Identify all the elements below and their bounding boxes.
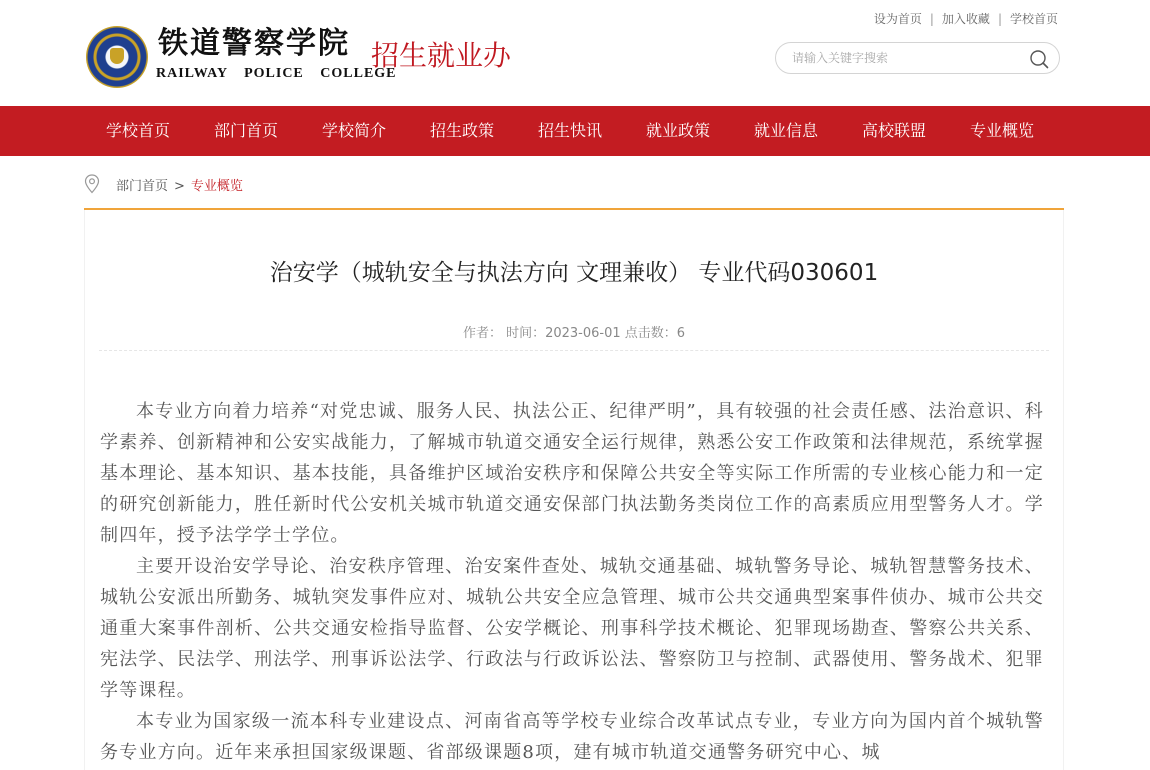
article-meta: 作者： 时间：2023-06-01 点击数：6 — [462, 326, 686, 341]
nav-item-employment-policy[interactable]: 就业政策 — [645, 121, 710, 140]
site-header — [0, 0, 1150, 106]
main-nav — [0, 106, 1150, 156]
nav-item-admission-news[interactable]: 招生快讯 — [537, 121, 602, 140]
breadcrumb-dept-home[interactable]: 部门首页 — [116, 179, 169, 194]
article-panel — [84, 210, 1064, 770]
article-title: 治安学（城轨安全与执法方向 文理兼收） 专业代码030601 — [269, 260, 879, 286]
nav-item-employment-info[interactable]: 就业信息 — [753, 121, 818, 140]
search-box — [775, 42, 1060, 74]
search-icon[interactable] — [1029, 49, 1049, 69]
article-paragraph: 主要开设治安学导论、治安秩序管理、治安案件查处、城轨交通基础、城轨警务导论、城轨智慧警务技术、城轨公安派出所勤务、城轨突发事件应对、城轨公共安全应急管理、城市公共交通典型案事件侦办、城市公共交通重大案事件剖析、公共交通安检指导监督、公安学概论、刑事科学技术概论、犯罪现场勘查、警察公共关系、宪法学、民法学、刑法学、刑事诉讼法学、行政法与行政诉讼法、警察防卫与控制、武器使用、警务战术、犯罪学等课程。 — [100, 556, 1044, 701]
location-pin-icon — [84, 174, 100, 194]
nav-item-dept-home[interactable]: 部门首页 — [213, 121, 278, 140]
article-paragraph: 本专业为国家级一流本科专业建设点、河南省高等学校专业综合改革试点专业，专业方向为国内首个城轨警务专业方向。近年来承担国家级课题、省部级课题8项，建有城市轨道交通警务研究中心、城 — [100, 711, 1044, 763]
school-name-en[interactable]: RAILWAY POLICE COLLEGE — [156, 66, 397, 81]
set-homepage-link[interactable]: 设为首页 — [873, 12, 922, 26]
emblem-core — [110, 48, 124, 64]
breadcrumb-separator: > — [174, 179, 185, 194]
meta-divider — [99, 350, 1049, 351]
nav-item-admission-policy[interactable]: 招生政策 — [429, 121, 494, 140]
department-name: 招生就业办 — [371, 39, 512, 72]
article-paragraph: 本专业方向着力培养“对党忠诚、服务人民、执法公正、纪律严明”，具有较强的社会责任感、法治意识、科学素养、创新精神和公安实战能力，了解城市轨道交通安全运行规律，熟悉公安工作政策和法律规范，系统掌握基本理论、基本知识、基本技能，具备维护区域治安秩序和保障公共安全等实际工作所需的专业核心能力和一定的研究创新能力，胜任新时代公安机关城市轨道交通安保部门执法勤务类岗位工作的高素质应用型警务人才。学制四年，授予法学学士学位。 — [100, 401, 1044, 546]
article-body — [100, 396, 1044, 768]
top-link-separator: | — [929, 11, 934, 26]
school-emblem-icon[interactable] — [86, 26, 148, 88]
top-link-separator: | — [997, 11, 1002, 26]
nav-item-school-intro[interactable]: 学校简介 — [321, 121, 386, 140]
school-name-cn[interactable]: 铁道警察学院 — [158, 26, 350, 61]
search-input[interactable] — [790, 50, 1014, 66]
breadcrumb-trail — [116, 175, 243, 194]
nav-item-school-home[interactable]: 学校首页 — [105, 121, 170, 140]
breadcrumb — [84, 172, 1064, 210]
school-homepage-link[interactable]: 学校首页 — [1009, 12, 1058, 26]
top-links — [874, 10, 1058, 27]
nav-item-major-overview[interactable]: 专业概览 — [969, 121, 1034, 140]
breadcrumb-current[interactable]: 专业概览 — [190, 179, 243, 194]
nav-item-college-alliance[interactable]: 高校联盟 — [861, 121, 926, 140]
add-favorite-link[interactable]: 加入收藏 — [941, 12, 990, 26]
